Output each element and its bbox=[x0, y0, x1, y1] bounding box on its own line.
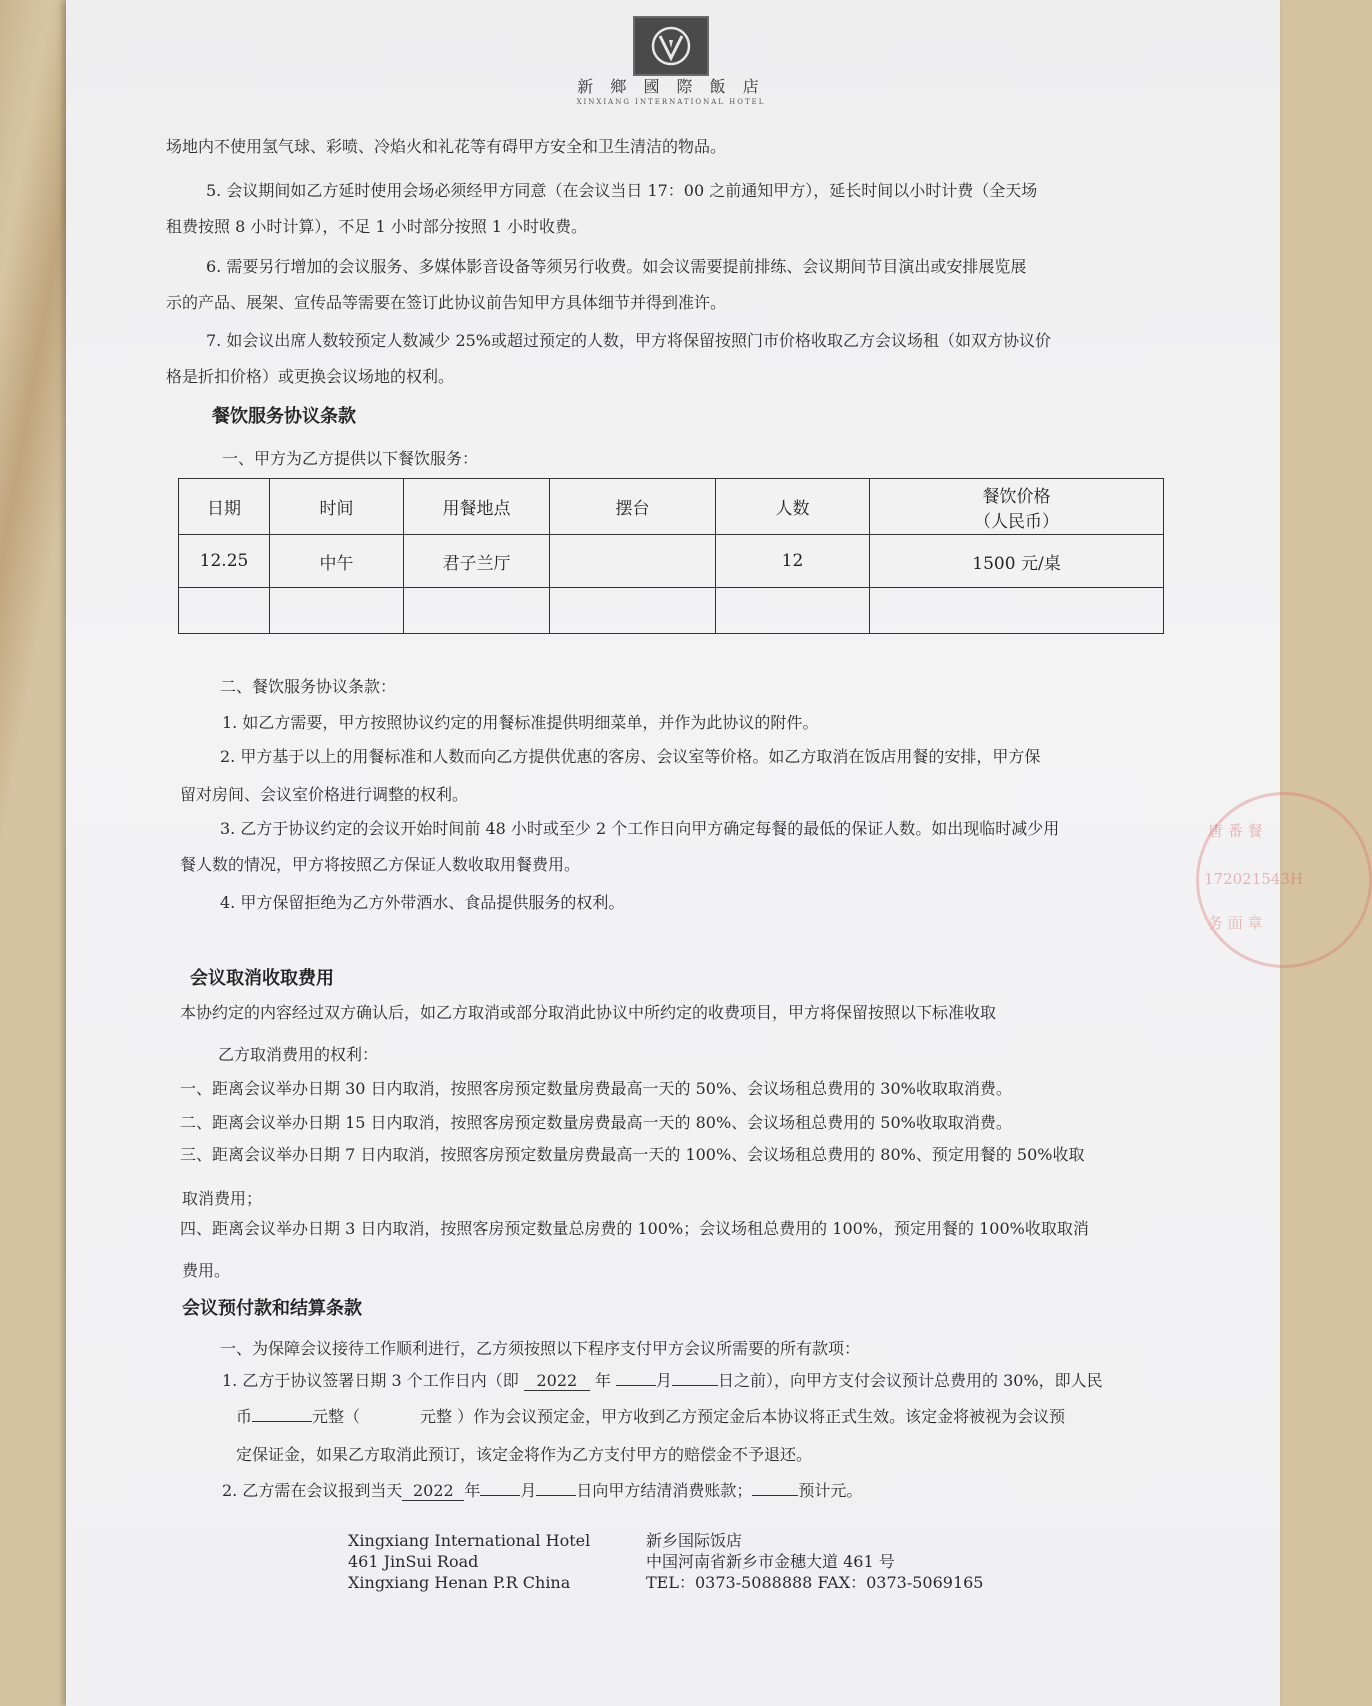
p1-l2-text-b: 元整（ bbox=[312, 1407, 361, 1426]
cell-empty bbox=[870, 588, 1164, 634]
footer-address-cn bbox=[646, 1530, 984, 1593]
hotel-logo bbox=[633, 16, 709, 76]
cell-time: 中午 bbox=[270, 535, 404, 588]
cancellation-heading: 会议取消收取费用 bbox=[190, 968, 334, 989]
catering-term-2-line-2: 留对房间、会议室价格进行调整的权利。 bbox=[180, 785, 469, 804]
v-emblem-icon bbox=[635, 18, 707, 74]
header-count: 人数 bbox=[716, 479, 870, 535]
payment-intro: 一、为保障会议接待工作顺利进行，乙方须按照以下程序支付甲方会议所需要的所有款项： bbox=[220, 1339, 861, 1358]
cancellation-rule-2: 二、距离会议举办日期 15 日内取消，按照客房预定数量房费最高一天的 80%、会议场租总费用的 50%收取取消费。 bbox=[180, 1113, 1012, 1132]
footer-cn-line-3: TEL：0373-5088888 FAX：0373-5069165 bbox=[646, 1573, 984, 1592]
catering-terms-title: 二、餐饮服务协议条款： bbox=[220, 677, 397, 696]
footer-cn-line-1: 新乡国际饭店 bbox=[646, 1531, 743, 1550]
stamp-text-1: 唐 番 餐 bbox=[1208, 822, 1263, 840]
p1-day-field bbox=[672, 1385, 718, 1386]
cell-count: 12 bbox=[716, 535, 870, 588]
p2-day-field bbox=[536, 1495, 576, 1496]
document-page bbox=[66, 0, 1303, 1706]
cell-date: 12.25 bbox=[179, 535, 270, 588]
cell-location: 君子兰厅 bbox=[404, 535, 550, 588]
p2-text-c: 月 bbox=[520, 1481, 537, 1500]
cell-setup bbox=[550, 535, 716, 588]
hotel-name-cn: 新 鄉 國 際 飯 店 bbox=[577, 77, 765, 96]
p1-amount-field bbox=[252, 1421, 312, 1422]
cancellation-rule-3-line-1: 三、距离会议举办日期 7 日内取消，按照客房预定数量房费最高一天的 100%、会议场租总费用的 80%、预定用餐的 50%收取 bbox=[180, 1145, 1085, 1164]
p2-text-a: 2. 乙方需在会议报到当天 bbox=[222, 1481, 403, 1500]
p2-text-e: 预计元。 bbox=[798, 1481, 863, 1500]
p1-text-d: 日之前），向甲方支付会议预计总费用的 30%，即人民 bbox=[718, 1371, 1103, 1390]
p2-text-d: 日向甲方结清消费账款； bbox=[576, 1481, 753, 1500]
hotel-name-en: XINXIANG INTERNATIONAL HOTEL bbox=[576, 98, 766, 106]
stamp-text-2: 172021543H bbox=[1204, 870, 1303, 888]
venue-item-6-line-1: 6. 需要另行增加的会议服务、多媒体影音设备等须另行收费。如会议需要提前排练、会议期间节目演出或安排展览展 bbox=[206, 257, 1027, 276]
cancellation-rule-4-line-1: 四、距离会议举办日期 3 日内取消，按照客房预定数量总房费的 100%；会议场租总费用的 100%，预定用餐的 100%收取取消 bbox=[180, 1219, 1089, 1238]
cancellation-rule-1: 一、距离会议举办日期 30 日内取消，按照客房预定数量房费最高一天的 50%、会议场租总费用的 30%收取取消费。 bbox=[180, 1079, 1012, 1098]
cell-price: 1500 元/桌 bbox=[870, 535, 1164, 588]
payment-item-1-line-1 bbox=[222, 1368, 1103, 1391]
p1-text-c: 月 bbox=[656, 1371, 673, 1390]
payment-item-2 bbox=[222, 1478, 862, 1501]
payment-heading: 会议预付款和结算条款 bbox=[182, 1298, 362, 1319]
venue-item-5-line-2: 租费按照 8 小时计算），不足 1 小时部分按照 1 小时收费。 bbox=[166, 217, 588, 236]
p2-month-field bbox=[480, 1495, 520, 1496]
header-location: 用餐地点 bbox=[404, 479, 550, 535]
catering-heading: 餐饮服务协议条款 bbox=[212, 406, 356, 427]
catering-table bbox=[178, 478, 1164, 634]
header-setup: 摆台 bbox=[550, 479, 716, 535]
venue-item-6-line-2: 示的产品、展架、宣传品等需要在签订此协议前告知甲方具体细节并得到准许。 bbox=[166, 293, 727, 312]
header-price-currency: （人民币） bbox=[974, 511, 1059, 532]
header-time: 时间 bbox=[270, 479, 404, 535]
p2-amount-field bbox=[752, 1495, 798, 1496]
header-date: 日期 bbox=[179, 479, 270, 535]
catering-term-2-line-1: 2. 甲方基于以上的用餐标准和人数而向乙方提供优惠的客房、会议室等价格。如乙方取消在饭店用餐的安排，甲方保 bbox=[220, 747, 1041, 766]
catering-intro: 一、甲方为乙方提供以下餐饮服务： bbox=[222, 449, 479, 468]
p1-l2-text-a: 币 bbox=[236, 1407, 253, 1426]
footer-en-line-3: Xingxiang Henan P.R China bbox=[348, 1573, 571, 1592]
venue-item-5-line-1: 5. 会议期间如乙方延时使用会场必须经甲方同意（在会议当日 17：00 之前通知甲方），延长时间以小时计费（全天场 bbox=[206, 181, 1038, 200]
venue-item-7-line-2: 格是折扣价格）或更换会议场地的权利。 bbox=[166, 367, 455, 386]
table-header-row bbox=[179, 479, 1164, 535]
p1-year-field: 2022 bbox=[524, 1371, 590, 1391]
p1-text-b: 年 bbox=[594, 1371, 611, 1390]
p2-year-field: 2022 bbox=[402, 1481, 464, 1501]
payment-item-1-line-3: 定保证金，如果乙方取消此预订，该定金将作为乙方支付甲方的赔偿金不予退还。 bbox=[236, 1445, 813, 1464]
cancellation-intro-line-1: 本协约定的内容经过双方确认后，如乙方取消或部分取消此协议中所约定的收费项目，甲方将保留按照以下标准收取 bbox=[180, 1003, 997, 1022]
footer-cn-line-2: 中国河南省新乡市金穗大道 461 号 bbox=[646, 1552, 895, 1571]
stamp-text-3: 务 面 章 bbox=[1208, 914, 1263, 932]
cancellation-rule-4-line-2: 费用。 bbox=[182, 1261, 231, 1280]
cell-empty bbox=[270, 588, 404, 634]
payment-item-1-line-2 bbox=[236, 1404, 1065, 1427]
cancellation-rule-3-line-2: 取消费用； bbox=[182, 1189, 263, 1208]
footer-en-line-2: 461 JinSui Road bbox=[348, 1552, 479, 1571]
catering-term-4: 4. 甲方保留拒绝为乙方外带酒水、食品提供服务的权利。 bbox=[220, 893, 625, 912]
header-price bbox=[870, 479, 1164, 535]
venue-item-7-line-1: 7. 如会议出席人数较预定人数减少 25%或超过预定的人数，甲方将保留按照门市价格收取乙方会议场租（如双方协议价 bbox=[206, 331, 1052, 350]
venue-line-0: 场地内不使用氢气球、彩喷、冷焰火和礼花等有碍甲方安全和卫生清洁的物品。 bbox=[166, 137, 727, 156]
p2-text-b: 年 bbox=[464, 1481, 481, 1500]
table-row bbox=[179, 535, 1164, 588]
cell-empty bbox=[716, 588, 870, 634]
footer-en-line-1: Xingxiang International Hotel bbox=[348, 1531, 591, 1550]
cancellation-intro-line-2: 乙方取消费用的权利： bbox=[218, 1045, 379, 1064]
table-row-empty bbox=[179, 588, 1164, 634]
header-price-label: 餐饮价格 bbox=[982, 486, 1051, 507]
footer-address-en bbox=[348, 1530, 590, 1593]
catering-term-1: 1. 如乙方需要，甲方按照协议约定的用餐标准提供明细菜单，并作为此协议的附件。 bbox=[222, 713, 819, 732]
catering-term-3-line-2: 餐人数的情况，甲方将按照乙方保证人数收取用餐费用。 bbox=[180, 855, 581, 874]
cell-empty bbox=[550, 588, 716, 634]
p1-month-field bbox=[616, 1385, 656, 1386]
p1-text-a: 1. 乙方于协议签署日期 3 个工作日内（即 bbox=[222, 1371, 519, 1390]
catering-term-3-line-1: 3. 乙方于协议约定的会议开始时间前 48 小时或至少 2 个工作日向甲方确定每餐的最低的保证人数。如出现临时减少用 bbox=[220, 819, 1060, 838]
cell-empty bbox=[404, 588, 550, 634]
p1-l2-text-c: 元整 ）作为会议预定金，甲方收到乙方预定金后本协议将正式生效。该定金将被视为会议预 bbox=[420, 1407, 1066, 1426]
cell-empty bbox=[179, 588, 270, 634]
